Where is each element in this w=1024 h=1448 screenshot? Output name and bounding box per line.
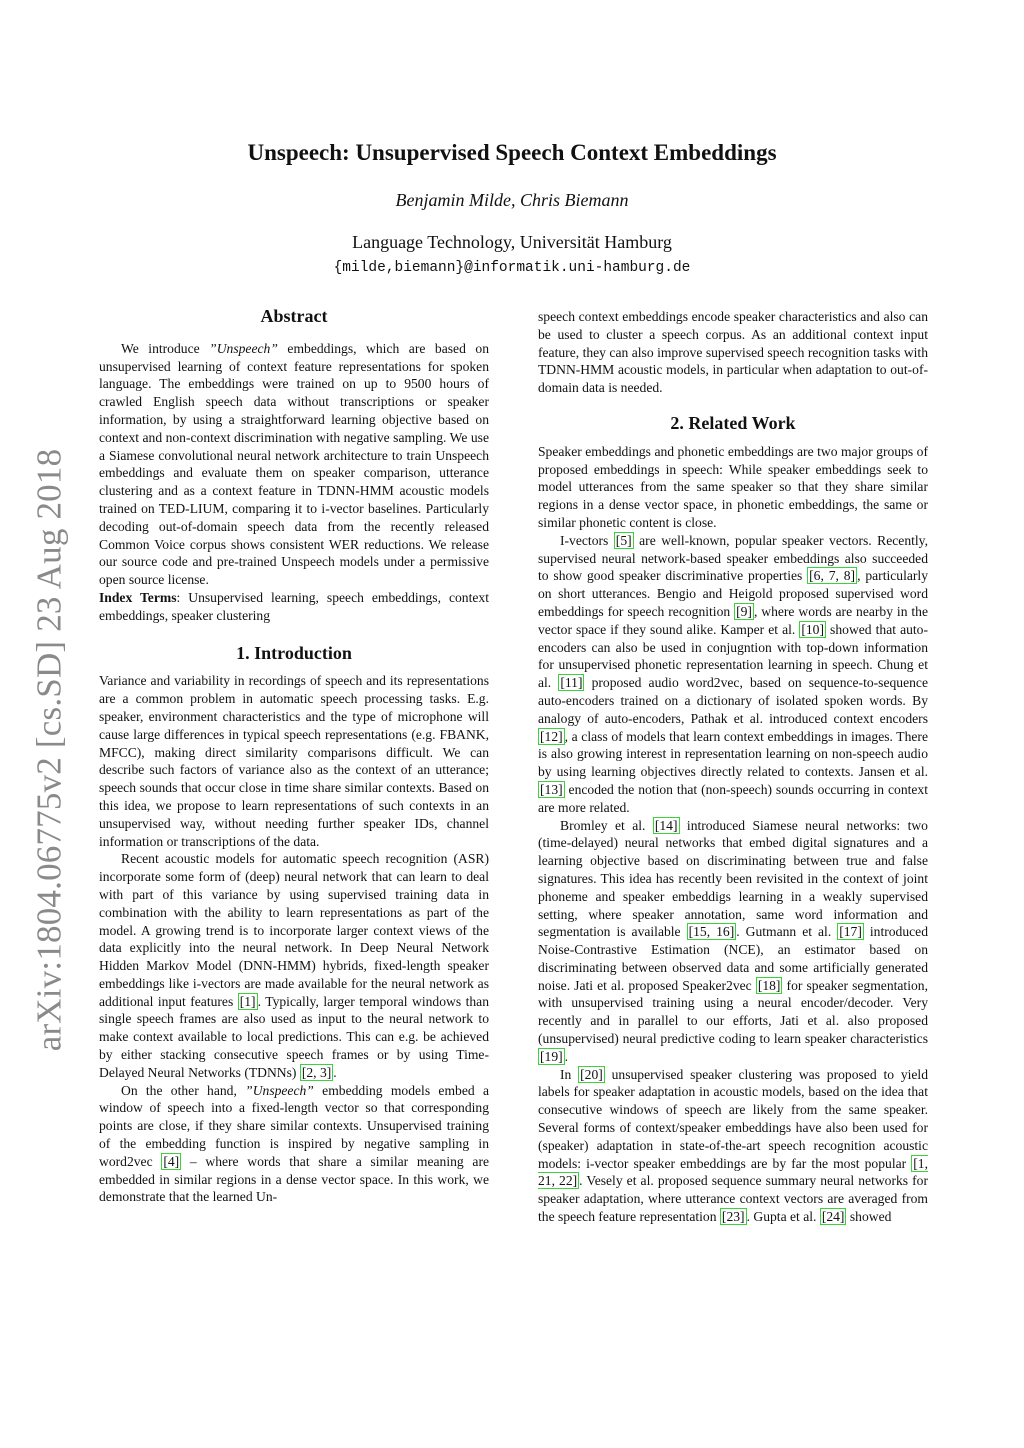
citation-link[interactable]: [20]: [580, 1066, 603, 1082]
citation-link[interactable]: [1, 21, 22]: [538, 1155, 928, 1189]
left-column: [99, 308, 489, 1206]
paper-affiliation: Language Technology, Universität Hamburg: [352, 232, 672, 252]
rel-p2-e: showed that auto-encoders can also be used in conjugntion with top-down information for unsupervised phonetic representation learning in speech. Chung et al.: [538, 621, 928, 691]
intro-p2-text-c: .: [333, 1064, 337, 1080]
citation-link[interactable]: [24]: [821, 1209, 845, 1225]
arxiv-identifier-stamp: [14, 440, 84, 1060]
rel-p3-b: introduced Siamese neural networks: two (time-delayed) neural networks that embed digital signatures and a learning objective based on discriminating between true and false signatures. This idea has recently been revisited in the context of joint phoneme and speaker embeddigs learning in a weakly supervised setting, where speaker annotation, same word information and segmentation is available: [538, 817, 928, 940]
intro-p3-text-b: embedding models embed a window of speech into a fixed-length vector so that corresponding points are close, if they share similar contexts. Unsupervised training of the embedding function is inspired by negative sampling in word2vec: [99, 1082, 489, 1169]
rel-p2-b: are well-known, popular speaker vectors. Recently, supervised neural network-based speaker embeddings also succeeded to show good speaker discriminative properties: [538, 532, 928, 584]
citation-link[interactable]: [4]: [163, 1153, 180, 1169]
citation-link[interactable]: [19]: [540, 1048, 563, 1064]
intro-paragraph-3: [99, 1082, 489, 1207]
citation-link[interactable]: [11]: [560, 675, 583, 691]
arxiv-id-text: arXiv:1804.06775v2 [cs.SD] 23 Aug 2018: [29, 448, 69, 1052]
abstract-paragraph: [99, 340, 489, 589]
citation-link[interactable]: [17]: [839, 924, 862, 940]
citation-link[interactable]: [9]: [736, 603, 752, 619]
intro-continuation: speech context embeddings encode speaker characteristics and also can be used to cluster a speech corpus. As an additional context input feature, they can also improve supervised speech recognition tasks with TDNN-HMM acoustic models, in particular when adaptation to out-of-domain data is needed.: [538, 309, 928, 396]
intro-p3-text-c: – where words that share a similar meaning are embedded in similar regions in a dense vector space. In this work, we demonstrate that the learned Un-: [99, 1153, 490, 1205]
intro-term: ”Unspeech”: [245, 1082, 314, 1098]
intro-paragraph-1: Variance and variability in recordings of speech and its representations are a common problem in automatic speech processing tasks. E.g. speaker, environment characteristics and the type of microphone will cause large differences in typical speech representations (e.g. FBANK, MFCC), making direct similarity comparisons difficult. We can describe such factors of variance also as the context of an utterance; speech sounds that occur close in time share similar contexts. Based on this idea, we propose to learn representations of such contexts in an unsupervised way, without needing further speaker IDs, channel information or transcriptions of the data.: [99, 673, 489, 849]
related-paragraph-4: [538, 1066, 928, 1226]
rel-p3-e: for speaker segmentation, with unsupervised training using a neural encoder/decoder. Very recently and in parallel to our efforts, Jati et al. also proposed (unsupervised) neural predictive coding to learn speaker characteristics: [538, 977, 928, 1047]
related-work-heading: 2. Related Work: [670, 412, 796, 433]
citation-link[interactable]: [23]: [721, 1209, 745, 1225]
rel-p2-c: , particularly on short utterances. Bengio and Heigold proposed supervised word embeddings for speech recognition: [538, 568, 928, 619]
citation-link[interactable]: [14]: [654, 817, 678, 833]
citation-link[interactable]: [12]: [540, 728, 563, 744]
rel-p2-a: I-vectors: [560, 532, 614, 548]
rel-p3-f: .: [564, 1048, 569, 1064]
citation-link[interactable]: [10]: [801, 621, 825, 637]
abstract-heading: Abstract: [260, 306, 328, 326]
related-paragraph-2: [538, 532, 928, 817]
rel-p3-c: . Gutmann et al.: [736, 924, 838, 940]
paper-authors: Benjamin Milde, Chris Biemann: [395, 190, 629, 210]
rel-p4-b: unsupervised speaker clustering was proposed to yield labels for speaker adaptation in acoustic models, based on the idea that consecutive windows of speech are likely from the same speaker. Several forms of context/speaker embeddings have also been used for (speaker) adaptation in state-of-the-art speech recognition acoustic models: i-vector speaker embeddings are by far the most popular: [538, 1066, 928, 1171]
citation-link[interactable]: [15, 16]: [688, 924, 735, 940]
intro-p2-text-b: . Typically, larger temporal windows than single speech frames are also used as input to the neural network to make context available to local predictions. This can e.g. be achieved by either stacking consecutive speech frames or by using Time-Delayed Neural Networks (TDNNs): [99, 993, 489, 1080]
citation-link[interactable]: [1]: [239, 993, 256, 1009]
rel-p2-f: proposed audio word2vec, based on sequence-to-sequence auto-encoders trained on a dictionary of isolated spoken words. By analogy of auto-encoders, Pathak et al. introduced context encoders: [538, 675, 928, 726]
related-paragraph-3: [538, 817, 928, 1066]
rel-p2-d: , where words are nearby in the vector space if they sound alike. Kamper et al.: [538, 603, 929, 637]
rel-p3-a: Bromley et al.: [560, 817, 653, 833]
citation-link[interactable]: [6, 7, 8]: [809, 568, 856, 584]
index-terms-text: : Unsupervised learning, speech embeddings, context embeddings, speaker clustering: [99, 589, 489, 623]
index-terms-label: Index Terms: [99, 589, 177, 605]
citation-link[interactable]: [13]: [540, 781, 563, 797]
rel-p2-g: , a class of models that learn context embeddings in images. There is also growing interest in representation learning on non-speech audio by using learning objectives directly related to contexts. Jansen et al.: [538, 728, 928, 780]
right-column: [538, 308, 928, 1226]
citation-link[interactable]: [18]: [757, 977, 781, 993]
rel-p4-c: . Vesely et al. proposed sequence summary neural networks for speaker adaptation, where utterance context vectors are averaged from the speech feature representation: [538, 1173, 928, 1225]
intro-p3-text-a: On the other hand,: [121, 1082, 246, 1098]
related-paragraph-1: Speaker embeddings and phonetic embeddings are two major groups of proposed embeddings in speech: While speaker embeddings seek to model utterances from the same speaker so that they share similar regions in a dense vector space, in phonetic embeddings, the same or similar phonetic content is close.: [538, 443, 928, 530]
index-terms: [99, 589, 489, 625]
rel-p4-a: In: [560, 1066, 579, 1082]
rel-p4-d: . Gupta et al.: [746, 1209, 820, 1225]
abstract-text-b: embeddings, which are based on unsupervised learning of context feature representations for spoken language. The embeddings were trained on up to 9500 hours of crawled English speech data without transcriptions or speaker information, by using a straightforward learning objective based on context and non-context discrimination with negative sampling. We use a Siamese convolutional neural network architecture to train Unspeech embeddings and evaluate them on speaker comparison, utterance clustering and as a context feature in TDNN-HMM acoustic models trained on TED-LIUM, comparing it to i-vector baselines. Particularly decoding out-of-domain speech data from the recently released Common Voice corpus shows consistent WER reductions. We release our source code and pre-trained Unspeech models under a permissive open source license.: [99, 340, 489, 588]
rel-p2-h: encoded the notion that (non-speech) sounds occurring in context are more related.: [538, 781, 928, 815]
intro-p2-text-a: Recent acoustic models for automatic speech recognition (ASR) incorporate some form of (deep) neural network that can learn to deal with part of this variance by using supervised training data in combination with the ability to learn representations as part of the model. A growing trend is to incorporate larger context views of the data explicitly into the neural network. In Deep Neural Network Hidden Markov Model (DNN-HMM) hybrids, fixed-length speaker embeddings like i-vectors are made available for the neural network as additional input features: [99, 851, 489, 1009]
citation-link[interactable]: [2, 3]: [301, 1064, 332, 1080]
rel-p3-d: introduced Noise-Contrastive Estimation (NCE), an estimator based on discriminating between observed data and some artificially generated noise. Jati et al. proposed Speaker2vec: [538, 924, 928, 993]
author-email[interactable]: {milde,biemann}@informatik.uni-hamburg.de: [333, 260, 691, 276]
paper-title: Unspeech: Unsupervised Speech Context Embeddings: [247, 140, 777, 165]
rel-p4-e: showed: [846, 1209, 892, 1225]
citation-link[interactable]: [5]: [615, 532, 632, 548]
intro-heading: 1. Introduction: [236, 642, 352, 663]
abstract-text-a: We introduce: [121, 340, 210, 356]
abstract-term: ”Unspeech”: [209, 340, 278, 356]
intro-paragraph-2: [99, 850, 489, 1081]
